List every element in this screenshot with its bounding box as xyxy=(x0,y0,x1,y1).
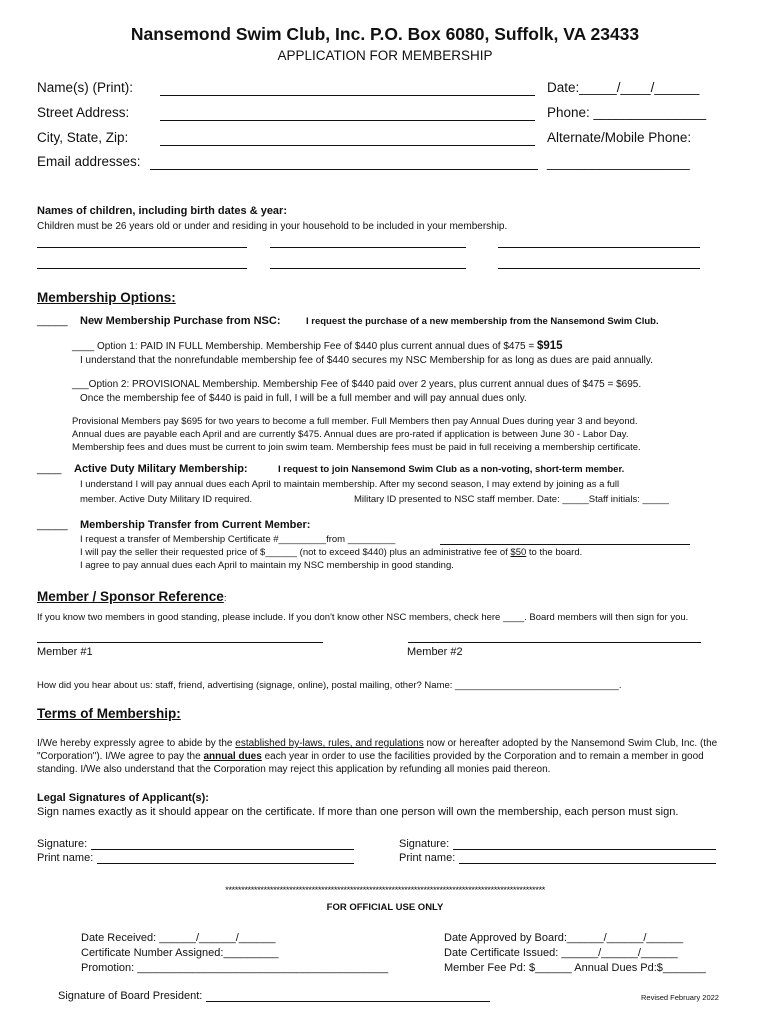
email-label: Email addresses: xyxy=(37,154,141,169)
transfer-line3: I agree to pay annual dues each April to maintain my NSC membership in good standing. xyxy=(80,560,454,571)
print-name-field-2[interactable] xyxy=(459,863,716,864)
city-field[interactable] xyxy=(160,145,535,146)
alt-phone-label: Alternate/Mobile Phone: xyxy=(547,130,692,145)
member1-field[interactable] xyxy=(37,642,323,643)
child-field-1[interactable] xyxy=(37,247,247,248)
military-line2a: member. Active Duty Military ID required. xyxy=(80,494,253,505)
transfer-price-text: I will pay the seller their requested price of $______ (not to exceed $440) plus an administrative fee of xyxy=(80,547,508,558)
option1-text: ____ Option 1: PAID IN FULL Membership. Membership Fee of $440 plus current annual dues of $475 = xyxy=(72,341,535,352)
president-signature-label: Signature of Board President: xyxy=(58,990,203,1002)
phone-field[interactable]: Phone: _______________ xyxy=(547,105,707,120)
signature-label-1: Signature: xyxy=(37,838,88,850)
signatures-note: Sign names exactly as it should appear on the certificate. If more than one person will own the membership, each person must sign. xyxy=(37,806,679,818)
child-field-3[interactable] xyxy=(498,247,700,248)
terms-text-1: I/We hereby expressly agree to abide by the xyxy=(37,738,233,749)
signatures-heading: Legal Signatures of Applicant(s): xyxy=(37,792,209,804)
print-name-field-1[interactable] xyxy=(97,863,354,864)
print-name-label-1: Print name: xyxy=(37,852,94,864)
terms-text-3: each year in order to use the facilities provided by the Corporation and to remain a member in good standing. I/We also understand that the Corporation may reject this application by refunding all monies paid thereon. xyxy=(37,751,704,775)
alt-phone-field[interactable]: ___________________ xyxy=(547,155,690,170)
terms-heading: Terms of Membership: xyxy=(37,706,181,721)
membership-options-heading: Membership Options: xyxy=(37,290,176,305)
street-field[interactable] xyxy=(160,120,535,121)
revised-date: Revised February 2022 xyxy=(641,993,719,1002)
transfer-board-text: to the board. xyxy=(528,547,583,558)
hear-about-us: How did you hear about us: staff, friend, advertising (signage, online), postal mailing, other? Name: _______________________________. xyxy=(37,680,622,691)
member2-field[interactable] xyxy=(408,642,701,643)
terms-bylaws: established by-laws, rules, and regulations xyxy=(235,738,424,749)
military-line2b: Military ID presented to NSC staff member. Date: _____Staff initials: _____ xyxy=(354,494,669,505)
child-field-2[interactable] xyxy=(270,247,466,248)
provisional-note-3: Membership fees and dues must be current to join swim team. Membership fees must be paid in full receiving a membership certificate. xyxy=(72,442,641,453)
provisional-note-2: Annual dues are payable each April and are currently $475. Annual dues are pro-rated if application is between June 30 - Labor Day. xyxy=(72,429,629,440)
city-label: City, State, Zip: xyxy=(37,130,129,145)
date-field[interactable]: Date:_____/____/______ xyxy=(547,80,700,95)
new-membership-blank[interactable]: _____ xyxy=(37,315,68,327)
promotion-field[interactable]: Promotion: _________________________________________ xyxy=(81,962,389,974)
new-membership-title: New Membership Purchase from NSC: xyxy=(80,315,281,327)
sponsor-colon: : xyxy=(223,593,227,604)
date-issued-field[interactable]: Date Certificate Issued: ______/______/______ xyxy=(444,947,678,959)
separator-stars: **************************************************************************************************** xyxy=(225,885,545,896)
date-received-field[interactable]: Date Received: ______/______/______ xyxy=(81,932,276,944)
certificate-number-field[interactable]: Certificate Number Assigned:_________ xyxy=(81,947,279,959)
sponsor-heading-wrap xyxy=(37,588,226,606)
provisional-note-1: Provisional Members pay $695 for two years to become a full member. Full Members then pay Annual Dues during year 3 and beyond. xyxy=(72,416,638,427)
form-title: Nansemond Swim Club, Inc. P.O. Box 6080, Suffolk, VA 23433 xyxy=(130,24,640,44)
transfer-line1: I request a transfer of Membership Certificate #_________from _________ xyxy=(80,534,396,545)
children-note: Children must be 26 years old or under and residing in your household to be included in your membership. xyxy=(37,221,508,232)
option1-total: $915 xyxy=(536,340,563,352)
transfer-title: Membership Transfer from Current Member: xyxy=(80,519,311,531)
president-signature-field[interactable] xyxy=(206,1001,490,1002)
street-label: Street Address: xyxy=(37,105,130,120)
sponsor-note: If you know two members in good standing, please include. If you don't know other NSC members, check here ____. Board members will then sign for you. xyxy=(37,612,689,623)
military-blank[interactable]: ____ xyxy=(37,463,62,475)
terms-paragraph xyxy=(37,737,739,776)
form-subtitle: APPLICATION FOR MEMBERSHIP xyxy=(277,48,493,63)
child-field-5[interactable] xyxy=(270,268,466,269)
terms-text-2: now or hereafter adopted by the Nansemond Swim Club, Inc. (the "Corporation"). I/We agree to pay the xyxy=(37,738,718,762)
transfer-fee: $50 xyxy=(510,547,527,558)
child-field-4[interactable] xyxy=(37,268,247,269)
terms-annual-dues: annual dues xyxy=(203,751,262,762)
option1-line2: I understand that the nonrefundable membership fee of $440 secures my NSC Membership for as long as dues are paid annually. xyxy=(80,355,653,366)
option2-line2: Once the membership fee of $440 is paid in full, I will be a full member and will pay annual dues only. xyxy=(80,393,527,404)
signature-field-2[interactable] xyxy=(453,849,716,850)
signature-label-2: Signature: xyxy=(399,838,450,850)
transfer-from-field[interactable] xyxy=(440,544,690,545)
new-membership-desc: I request the purchase of a new membership from the Nansemond Swim Club. xyxy=(306,316,659,327)
date-approved-field[interactable]: Date Approved by Board:______/______/______ xyxy=(444,932,684,944)
military-line1: I understand I will pay annual dues each April to maintain membership. After my second season, I may extend by joining as a full xyxy=(80,479,620,490)
member1-label: Member #1 xyxy=(37,646,93,658)
transfer-line2 xyxy=(80,547,582,558)
print-name-label-2: Print name: xyxy=(399,852,456,864)
transfer-blank[interactable]: _____ xyxy=(37,519,68,531)
signature-field-1[interactable] xyxy=(91,849,354,850)
child-field-6[interactable] xyxy=(498,268,700,269)
option2-line1: ___Option 2: PROVISIONAL Membership. Membership Fee of $440 paid over 2 years, plus current annual dues of $475 = $695. xyxy=(72,379,642,390)
children-heading: Names of children, including birth dates & year: xyxy=(37,205,287,217)
fee-paid-field[interactable]: Member Fee Pd: $______ Annual Dues Pd:$_______ xyxy=(444,962,706,974)
names-field[interactable] xyxy=(160,95,535,96)
option1-line1 xyxy=(72,340,563,352)
military-title: Active Duty Military Membership: xyxy=(74,463,248,475)
member2-label: Member #2 xyxy=(407,646,463,658)
official-use-heading: FOR OFFICIAL USE ONLY xyxy=(326,902,444,913)
military-desc: I request to join Nansemond Swim Club as a non-voting, short-term member. xyxy=(278,464,625,475)
names-label: Name(s) (Print): xyxy=(37,80,134,95)
sponsor-heading: Member / Sponsor Reference xyxy=(37,589,224,604)
email-field[interactable] xyxy=(150,169,538,170)
